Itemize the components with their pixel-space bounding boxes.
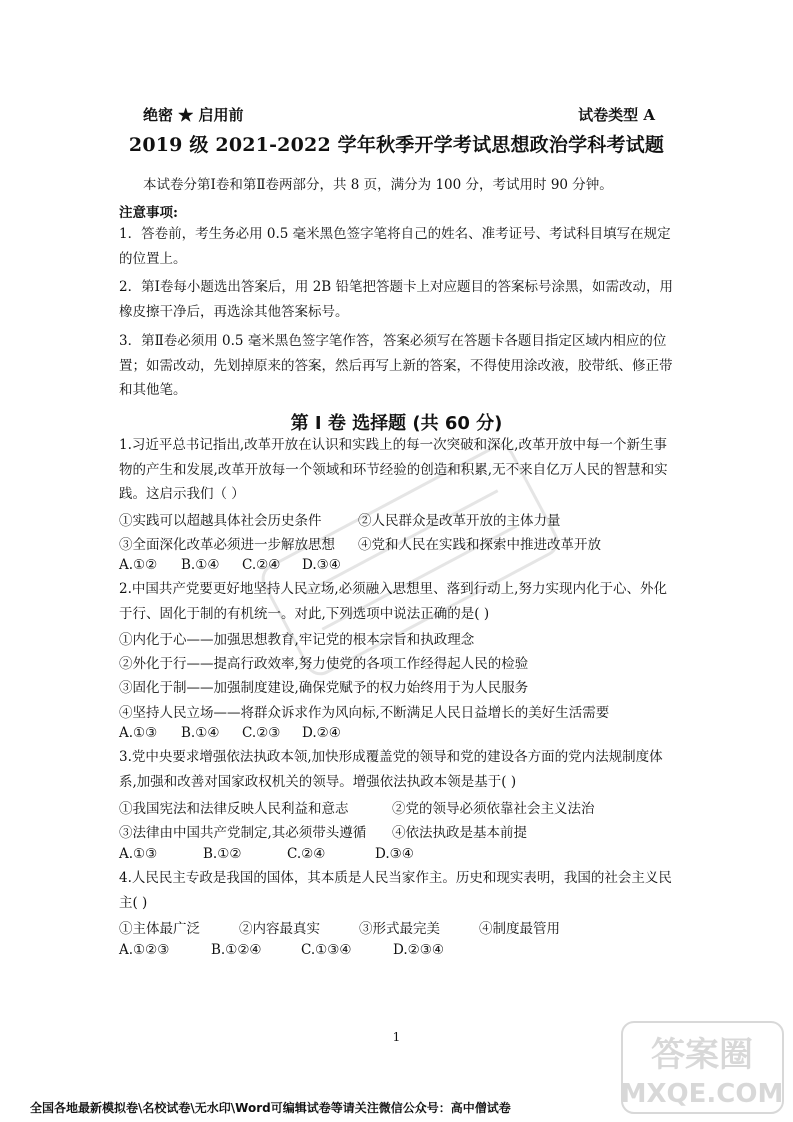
question-3-option-2: ②党的领导必须依靠社会主义法治 (392, 801, 595, 817)
answer-choice: A.①②③ (119, 942, 170, 958)
footer-note: 全国各地最新模拟卷\名校试卷\无水印\Word可编辑试卷等请关注微信公众号：高中僧试卷 (30, 1101, 511, 1115)
question-4-options (119, 917, 599, 937)
question-4-answers (119, 942, 473, 958)
question-1-option-2: ②人民群众是改革开放的主体力量 (358, 513, 561, 529)
question-3-option-3: ③法律由中国共产党制定,其必须带头遵循 (119, 825, 367, 841)
paper-type-label: 试卷类型 A (578, 105, 655, 124)
answer-choice: C.②④ (287, 846, 326, 862)
question-1-option-4: ④党和人民在实践和探索中推进改革开放 (358, 537, 601, 553)
header-row (143, 103, 655, 125)
notice-heading: 注意事项: (119, 205, 178, 221)
question-3-option-1: ①我国宪法和法律反映人民利益和意志 (119, 801, 349, 817)
question-4-stem: 4.人民民主专政是我国的国体，其本质是人民当家作主。历史和现实表明，我国的社会主义民主( ) (119, 870, 672, 911)
exam-title: 2019 级 2021-2022 学年秋季开学考试思想政治学科考试题 (128, 134, 665, 156)
answer-choice: D.②③④ (393, 942, 444, 958)
answer-choice: C.①③④ (301, 942, 352, 958)
answer-choice: D.③④ (375, 846, 414, 862)
answer-choice: A.①② (119, 557, 158, 573)
question-2-option-3: ③固化于制——加强制度建设,确保党赋予的权力始终用于为人民服务 (119, 680, 529, 696)
section-title: 第 I 卷 选择题 (共 60 分) (290, 413, 503, 434)
question-3-stem: 3.党中央要求增强依法执政本领,加快形成覆盖党的领导和党的建设各方面的党内法规制度体系,加强和改善对国家政权机关的领导。增强依法执政本领是基于( ) (119, 749, 663, 790)
notice-item-3: 3．第Ⅱ卷必须用 0.5 毫米黑色签字笔作答，答案必须写在答题卡各题目指定区域内相应的位置；如需改动，先划掉原来的答案，然后再写上新的答案，不得使用涂改液，胶带纸、修正带和其他笔。 (119, 333, 673, 398)
answer-choice: B.①② (203, 846, 242, 862)
answer-choice: A.①③ (119, 725, 158, 741)
answer-choice: B.①②④ (211, 942, 262, 958)
logo-text: 答案圈 (651, 1035, 753, 1075)
answer-circle-logo (620, 1020, 785, 1115)
question-2-option-1: ①内化于心——加强思想教育,牢记党的根本宗旨和执政理念 (119, 632, 475, 648)
confidential-label: 绝密 ★ 启用前 (143, 105, 244, 124)
question-4-option-2: ②内容最真实 (239, 921, 320, 937)
question-4-option-4: ④制度最管用 (479, 921, 560, 937)
notice-item-2: 2．第Ⅰ卷每小题选出答案后，用 2B 铅笔把答题卡上对应题目的答案标号涂黑，如需改动，用橡皮擦干净后，再选涂其他答案标号。 (119, 279, 674, 320)
question-2-option-2: ②外化于行——提高行政效率,努力使党的各项工作经得起人民的检验 (119, 656, 529, 672)
answer-choice: A.①③ (119, 846, 158, 862)
question-4-option-1: ①主体最广泛 (119, 921, 200, 937)
answer-choice: D.②④ (302, 725, 341, 741)
question-3-option-4: ④依法执政是基本前提 (392, 825, 527, 841)
question-3-answers (119, 846, 435, 862)
exam-intro: 本试卷分第Ⅰ卷和第Ⅱ卷两部分，共 8 页，满分为 100 分，考试用时 90 分钟。 (143, 177, 613, 193)
answer-choice: B.①④ (181, 725, 220, 741)
question-2-answers (119, 725, 362, 741)
page-number: 1 (392, 1030, 401, 1044)
logo-subtext: MXQE.COM (620, 1079, 784, 1109)
question-1-option-3: ③全面深化改革必须进一步解放思想 (119, 537, 335, 553)
answer-choice: D.③④ (302, 557, 341, 573)
answer-choice: B.①④ (181, 557, 220, 573)
notice-item-1: 1．答卷前，考生务必用 0.5 毫米黑色签字笔将自己的姓名、准考证号、考试科目填写在规定的位置上。 (119, 226, 671, 267)
question-1-option-1: ①实践可以超越具体社会历史条件 (119, 513, 322, 529)
question-1-stem: 1.习近平总书记指出,改革开放在认识和实践上的每一次突破和深化,改革开放中每一个新生事物的产生和发展,改革开放每一个领域和环节经验的创造和积累,无不来自亿万人民的智慧和实践。这启示我们（ ） (119, 437, 668, 502)
question-4-option-3: ③形式最完美 (359, 921, 440, 937)
answer-choice: C.②③ (242, 725, 281, 741)
question-2-stem: 2.中国共产党要更好地坚持人民立场,必须融入思想里、落到行动上,努力实现内化于心、外化于行、固化于制的有机统一。对此,下列选项中说法正确的是( ) (119, 581, 667, 622)
question-1-answers (119, 557, 362, 573)
question-2-option-4: ④坚持人民立场——将群众诉求作为风向标,不断满足人民日益增长的美好生活需要 (119, 705, 610, 721)
answer-choice: C.②④ (242, 557, 281, 573)
